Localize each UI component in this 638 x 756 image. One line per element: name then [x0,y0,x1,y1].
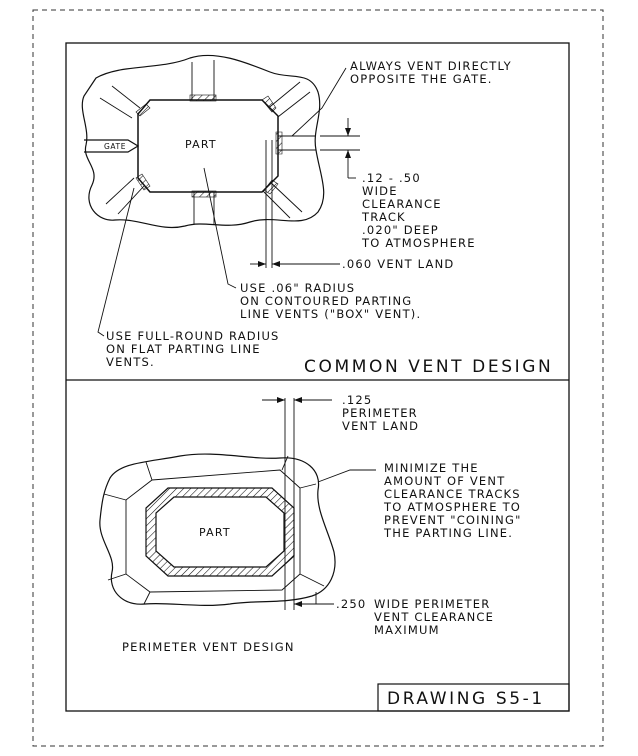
top-panel-title: COMMON VENT DESIGN [304,357,554,377]
drawing-label: DRAWING S5-1 [387,689,545,709]
note-clearance-track: .12 - .50 WIDE CLEARANCE TRACK .020" DEEP TO ATMOSPHERE [362,171,476,250]
note-vent-land: .060 VENT LAND [342,257,455,271]
note-perimeter-vent-land: .125 PERIMETER VENT LAND [342,393,420,433]
gate-label: GATE [104,142,127,151]
bottom-vent-diagram [100,454,335,605]
note-full-round-radius: USE FULL-ROUND RADIUS ON FLAT PARTING LINE VENTS. [106,329,280,369]
gate [84,140,138,152]
note-minimize-tracks: MINIMIZE THE AMOUNT OF VENT CLEARANCE TRACKS TO ATMOSPHERE TO PREVENT "COINING" THE PARTING LINE. [384,461,522,540]
top-vent-diagram [82,55,323,227]
bottom-panel-title: PERIMETER VENT DESIGN [122,640,295,654]
bottom-part-label: PART [199,526,231,539]
note-clearance-dimension: .250 [336,597,367,611]
note-vent-opposite-gate: ALWAYS VENT DIRECTLY OPPOSITE THE GATE. [350,59,512,86]
top-part-label: PART [185,138,217,151]
note-radius-contoured: USE .06" RADIUS ON CONTOURED PARTING LINE VENTS ("BOX" VENT). [240,281,422,321]
note-clearance-maximum: WIDE PERIMETER VENT CLEARANCE MAXIMUM [374,597,495,637]
